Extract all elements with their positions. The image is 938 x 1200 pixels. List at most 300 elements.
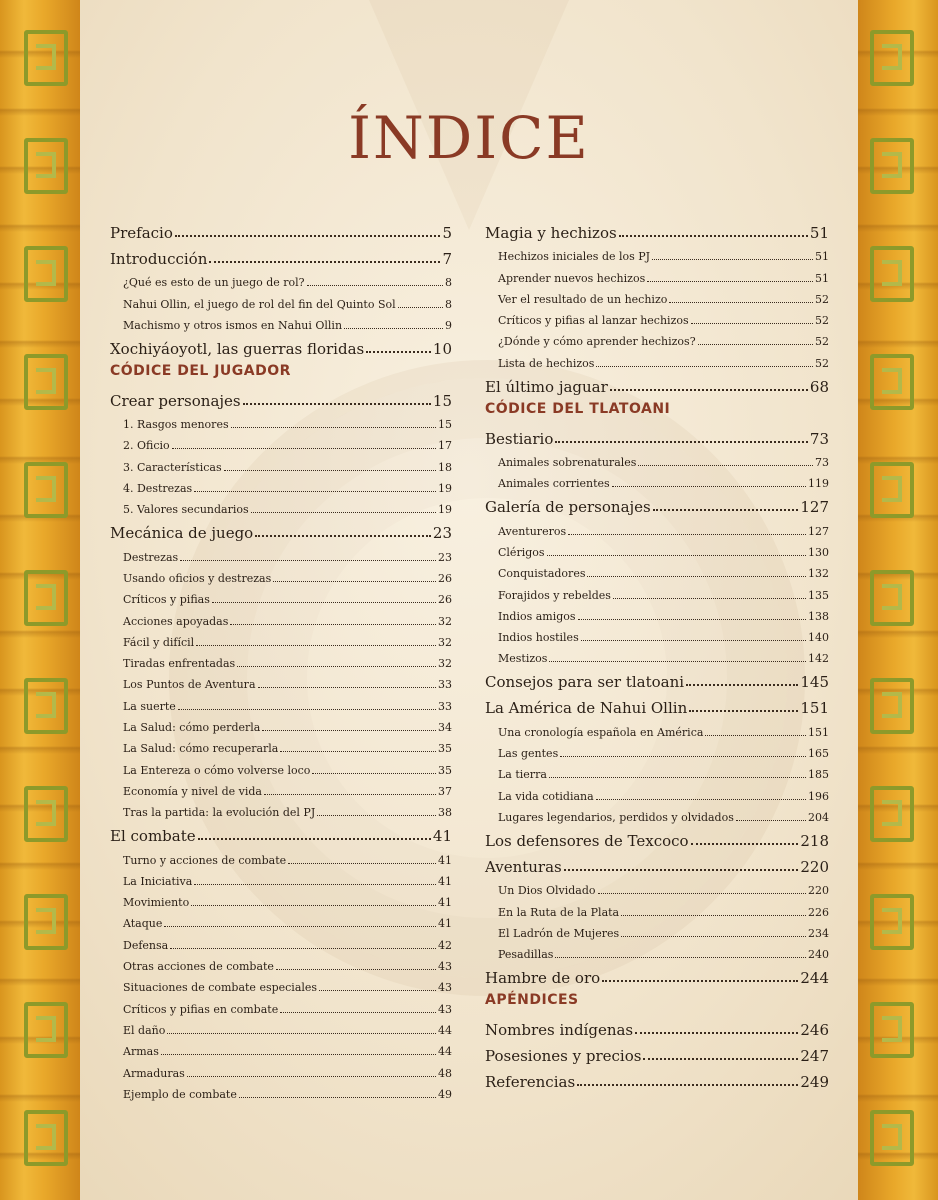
toc-page-number: 33 — [438, 699, 452, 713]
dot-leader — [194, 491, 436, 492]
toc-entry-title: Mecánica de juego — [110, 524, 254, 543]
toc-page-number: 138 — [808, 609, 829, 623]
dot-leader — [613, 598, 806, 599]
dot-leader — [230, 624, 436, 625]
toc-entry-title: Indios hostiles — [498, 631, 579, 645]
dot-leader — [344, 328, 443, 329]
toc-subentry[interactable] — [110, 1037, 452, 1058]
toc-subentry[interactable] — [110, 734, 452, 755]
toc-entry-title: 5. Valores secundarios — [123, 503, 249, 517]
dot-leader — [549, 661, 806, 662]
fret-ornament — [24, 894, 68, 950]
toc-subentry[interactable] — [485, 285, 829, 306]
fret-ornament — [24, 30, 68, 86]
toc-entry-title: Nombres indígenas — [485, 1021, 634, 1040]
toc-entry-title: Otras acciones de combate — [123, 960, 274, 974]
toc-subentry[interactable] — [485, 348, 829, 369]
dot-leader — [224, 470, 436, 471]
toc-page-number: 15 — [432, 391, 452, 410]
toc-page-number: 68 — [809, 377, 829, 396]
toc-entry-title: 4. Destrezas — [123, 482, 193, 496]
toc-chapter-entry[interactable] — [485, 370, 829, 396]
toc-entry-title: Xochiyáoyotl, las guerras floridas — [110, 339, 365, 358]
toc-subentry[interactable] — [110, 845, 452, 866]
dot-leader — [653, 509, 799, 511]
dot-leader — [578, 619, 806, 620]
toc-page-number: 48 — [438, 1066, 452, 1080]
toc-entry-title: El daño — [123, 1023, 166, 1037]
toc-entry-title: Ejemplo de combate — [123, 1087, 237, 1101]
toc-entry-title: Conquistadores — [498, 567, 586, 581]
toc-entry-title: Armaduras — [123, 1066, 185, 1080]
fret-ornament — [24, 462, 68, 518]
toc-chapter-entry[interactable] — [485, 490, 829, 516]
dot-leader — [187, 1076, 436, 1077]
toc-chapter-entry[interactable] — [485, 216, 829, 242]
dot-leader — [691, 323, 813, 324]
toc-subentry[interactable] — [110, 1080, 452, 1101]
fret-ornament — [870, 1002, 914, 1058]
toc-page-number: 32 — [438, 635, 452, 649]
toc-page-number: 151 — [800, 699, 829, 718]
toc-page-number: 165 — [808, 747, 829, 761]
toc-entry-title: Usando oficios y destrezas — [123, 571, 272, 585]
toc-entry-title: Galería de personajes — [485, 498, 651, 517]
toc-chapter-entry[interactable] — [110, 332, 452, 358]
toc-chapter-entry[interactable] — [485, 665, 829, 691]
right-decorative-border — [858, 0, 938, 1200]
dot-leader — [366, 351, 431, 353]
toc-subentry[interactable] — [110, 564, 452, 585]
toc-subentry[interactable] — [110, 1016, 452, 1037]
dot-leader — [577, 1084, 798, 1086]
toc-chapter-entry[interactable] — [485, 1039, 829, 1065]
toc-entry-title: Turno y acciones de combate — [123, 853, 287, 867]
toc-entry-title: Hechizos iniciales de los PJ — [498, 250, 651, 264]
toc-subentry[interactable] — [485, 559, 829, 580]
dot-leader — [698, 344, 813, 345]
toc-chapter-entry[interactable] — [485, 824, 829, 850]
toc-entry-title: Un Dios Olvidado — [498, 884, 596, 898]
dot-leader — [686, 684, 798, 686]
toc-subentry[interactable] — [110, 1058, 452, 1079]
toc-entry-title: La Entereza o cómo volverse loco — [123, 763, 311, 777]
fret-ornament — [870, 30, 914, 86]
toc-subentry[interactable] — [485, 448, 829, 469]
dot-leader — [167, 1033, 436, 1034]
fret-ornament — [24, 1110, 68, 1166]
page-title: ÍNDICE — [348, 104, 590, 172]
toc-entry-title: Pesadillas — [498, 948, 554, 962]
toc-page-number: 130 — [808, 545, 829, 559]
toc-page-number: 119 — [808, 477, 829, 491]
dot-leader — [276, 969, 436, 970]
toc-subentry[interactable] — [110, 542, 452, 563]
toc-entry-title: Referencias — [485, 1073, 576, 1092]
toc-entry-title: Tras la partida: la evolución del PJ — [123, 806, 316, 820]
toc-subentry[interactable] — [110, 431, 452, 452]
toc-entry-title: Críticos y pifias en combate — [123, 1002, 279, 1016]
toc-subentry[interactable] — [485, 717, 829, 738]
section-heading: CÓDICE DEL JUGADOR — [110, 362, 291, 379]
toc-page-number: 35 — [438, 742, 452, 756]
toc-page-number: 127 — [800, 498, 829, 517]
dot-leader — [581, 640, 806, 641]
toc-page-number: 19 — [438, 503, 452, 517]
dot-leader — [262, 730, 436, 731]
dot-leader — [178, 709, 436, 710]
fret-ornament — [24, 678, 68, 734]
toc-page-number: 42 — [438, 938, 452, 952]
toc-page-number: 44 — [438, 1045, 452, 1059]
toc-subentry[interactable] — [485, 644, 829, 665]
toc-page-number: 23 — [438, 550, 452, 564]
toc-page-number: 73 — [809, 429, 829, 448]
toc-page-number: 51 — [815, 271, 829, 285]
toc-subentry[interactable] — [485, 263, 829, 284]
dot-leader — [307, 285, 443, 286]
toc-subentry[interactable] — [485, 327, 829, 348]
toc-subentry[interactable] — [110, 606, 452, 627]
toc-entry-title: En la Ruta de la Plata — [498, 905, 620, 919]
toc-subentry[interactable] — [110, 909, 452, 930]
toc-subentry[interactable] — [485, 623, 829, 644]
toc-subentry[interactable] — [485, 469, 829, 490]
toc-page-number: 15 — [438, 418, 452, 432]
left-decorative-border — [0, 0, 80, 1200]
toc-subentry[interactable] — [485, 760, 829, 781]
toc-subentry[interactable] — [485, 876, 829, 897]
toc-subentry[interactable] — [485, 516, 829, 537]
toc-entry-title: Acciones apoyadas — [123, 614, 229, 628]
toc-page-number: 17 — [438, 439, 452, 453]
toc-entry-title: Posesiones y precios — [485, 1047, 642, 1066]
toc-page-number: 185 — [808, 768, 829, 782]
toc-entry-title: La Salud: cómo recuperarla — [123, 742, 279, 756]
toc-entry-title: La Salud: cómo perderla — [123, 721, 261, 735]
toc-page-number: 32 — [438, 657, 452, 671]
toc-subentry[interactable] — [485, 897, 829, 918]
dot-leader — [280, 1012, 436, 1013]
toc-entry-title: Críticos y pifias al lanzar hechizos — [498, 314, 689, 328]
toc-subentry[interactable] — [110, 474, 452, 495]
toc-subentry[interactable] — [110, 994, 452, 1015]
toc-entry-title: La tierra — [498, 768, 547, 782]
fret-ornament — [870, 678, 914, 734]
toc-subentry[interactable] — [110, 311, 452, 332]
toc-entry-title: Tiradas enfrentadas — [123, 657, 236, 671]
toc-page-number: 220 — [808, 884, 829, 898]
toc-chapter-entry[interactable] — [485, 422, 829, 448]
dot-leader — [610, 389, 808, 391]
dot-leader — [264, 794, 436, 795]
toc-page-number: 51 — [815, 250, 829, 264]
toc-entry-title: Aventuras — [485, 857, 562, 876]
toc-page-number: 52 — [815, 335, 829, 349]
dot-leader — [319, 990, 436, 991]
dot-leader — [317, 815, 436, 816]
toc-chapter-entry[interactable] — [110, 819, 452, 845]
toc-entry-title: Las gentes — [498, 747, 559, 761]
toc-page-number: 142 — [808, 652, 829, 666]
toc-page-number: 234 — [808, 926, 829, 940]
toc-entry-title: 2. Oficio — [123, 439, 170, 453]
dot-leader — [691, 843, 799, 845]
fret-ornament — [870, 570, 914, 626]
section-heading: CÓDICE DEL TLATOANI — [485, 400, 671, 417]
toc-subentry[interactable] — [110, 713, 452, 734]
toc-subentry[interactable] — [485, 803, 829, 824]
toc-entry-title: Destrezas — [123, 550, 179, 564]
toc-page-number: 49 — [438, 1087, 452, 1101]
dot-leader — [568, 534, 806, 535]
toc-subentry[interactable] — [110, 649, 452, 670]
dot-leader — [273, 581, 436, 582]
dot-leader — [549, 777, 806, 778]
toc-page-number: 132 — [808, 567, 829, 581]
dot-leader — [191, 905, 436, 906]
toc-page-number: 43 — [438, 1002, 452, 1016]
dot-leader — [587, 576, 806, 577]
dot-leader — [258, 687, 437, 688]
toc-subentry[interactable] — [110, 973, 452, 994]
dot-leader — [647, 281, 813, 282]
toc-page-number: 23 — [432, 524, 452, 543]
toc-page-number: 73 — [815, 456, 829, 470]
dot-leader — [736, 820, 806, 821]
toc-page-number: 43 — [438, 981, 452, 995]
toc-chapter-entry[interactable] — [485, 691, 829, 717]
toc-page-number: 19 — [438, 482, 452, 496]
fret-ornament — [870, 246, 914, 302]
dot-leader — [239, 1097, 436, 1098]
toc-entry-title: La suerte — [123, 699, 176, 713]
dot-leader — [198, 838, 431, 840]
toc-subentry[interactable] — [485, 538, 829, 559]
toc-chapter-entry[interactable] — [485, 850, 829, 876]
toc-left-column — [110, 216, 452, 1101]
dot-leader — [705, 735, 806, 736]
toc-subentry[interactable] — [110, 777, 452, 798]
toc-page-number: 8 — [445, 276, 452, 290]
dot-leader — [172, 448, 436, 449]
toc-subentry[interactable] — [110, 628, 452, 649]
toc-page-number: 220 — [800, 857, 829, 876]
toc-entry-title: 3. Características — [123, 460, 222, 474]
dot-leader — [689, 710, 798, 712]
toc-entry-title: Crear personajes — [110, 391, 241, 410]
toc-subentry[interactable] — [485, 602, 829, 623]
toc-page-number: 51 — [809, 224, 829, 242]
toc-subentry[interactable] — [110, 888, 452, 909]
toc-chapter-entry[interactable] — [485, 961, 829, 987]
toc-subentry[interactable] — [110, 410, 452, 431]
toc-entry-title: Lista de hechizos — [498, 356, 595, 370]
toc-page-number: 41 — [438, 853, 452, 867]
toc-entry-title: Forajidos y rebeldes — [498, 588, 611, 602]
fret-ornament — [870, 1110, 914, 1166]
toc-page-number: 247 — [800, 1047, 829, 1066]
toc-page-number: 8 — [445, 297, 452, 311]
toc-page-number: 246 — [800, 1021, 829, 1040]
toc-entry-title: La vida cotidiana — [498, 789, 594, 803]
toc-entry-title: Indios amigos — [498, 609, 576, 623]
toc-entry-title: Críticos y pifias — [123, 593, 210, 607]
dot-leader — [312, 773, 436, 774]
dot-leader — [621, 936, 806, 937]
toc-entry-title: Magia y hechizos — [485, 224, 617, 242]
toc-subentry[interactable] — [485, 739, 829, 760]
toc-entry-title: Aventureros — [498, 524, 567, 538]
toc-page-number: 127 — [808, 524, 829, 538]
dot-leader — [251, 512, 436, 513]
toc-entry-title: Lugares legendarios, perdidos y olvidados — [498, 810, 734, 824]
toc-page-number: 41 — [438, 896, 452, 910]
toc-chapter-entry[interactable] — [485, 1013, 829, 1039]
toc-entry-title: Economía y nivel de vida — [123, 784, 262, 798]
toc-page-number: 41 — [438, 874, 452, 888]
toc-page-number: 26 — [438, 593, 452, 607]
toc-subentry[interactable] — [110, 691, 452, 712]
toc-page-number: 5 — [442, 224, 452, 242]
toc-entry-title: Fácil y difícil — [123, 635, 195, 649]
toc-chapter-entry[interactable] — [485, 1065, 829, 1091]
toc-page-number: 41 — [432, 827, 452, 846]
toc-chapter-entry[interactable] — [110, 242, 452, 268]
toc-subentry[interactable] — [110, 798, 452, 819]
toc-page-number: 226 — [808, 905, 829, 919]
toc-page-number: 10 — [432, 339, 452, 358]
toc-subentry[interactable] — [485, 940, 829, 961]
toc-page-number: 26 — [438, 571, 452, 585]
toc-subentry[interactable] — [110, 867, 452, 888]
toc-entry-title: Clérigos — [498, 545, 545, 559]
toc-subentry[interactable] — [110, 268, 452, 289]
toc-subentry[interactable] — [110, 289, 452, 310]
dot-leader — [255, 535, 431, 537]
dot-leader — [596, 799, 806, 800]
dot-leader — [196, 645, 436, 646]
dot-leader — [243, 403, 431, 405]
fret-ornament — [24, 786, 68, 842]
toc-subentry[interactable] — [485, 919, 829, 940]
toc-page-number: 35 — [438, 763, 452, 777]
dot-leader — [598, 893, 807, 894]
toc-entry-title: El último jaguar — [485, 377, 608, 396]
toc-subentry[interactable] — [485, 781, 829, 802]
toc-page-number: 9 — [445, 318, 452, 332]
toc-page-number: 151 — [808, 725, 829, 739]
dot-leader — [612, 486, 806, 487]
toc-chapter-entry[interactable] — [110, 516, 452, 542]
dot-leader — [237, 666, 436, 667]
toc-page-number: 140 — [808, 631, 829, 645]
toc-subentry[interactable] — [110, 755, 452, 776]
toc-entry-title: Introducción — [110, 250, 208, 268]
fret-ornament — [870, 354, 914, 410]
toc-page-number: 52 — [815, 292, 829, 306]
toc-entry-title: El combate — [110, 827, 196, 846]
dot-leader — [231, 427, 436, 428]
toc-entry-title: Defensa — [123, 938, 169, 952]
toc-subentry[interactable] — [110, 670, 452, 691]
toc-entry-title: Aprender nuevos hechizos — [498, 271, 646, 285]
toc-entry-title: Una cronología española en América — [498, 725, 704, 739]
dot-leader — [621, 915, 806, 916]
dot-leader — [652, 259, 813, 260]
toc-page-number: 33 — [438, 678, 452, 692]
toc-page-number: 32 — [438, 614, 452, 628]
toc-page-number: 44 — [438, 1023, 452, 1037]
toc-subentry[interactable] — [485, 242, 829, 263]
dot-leader — [180, 560, 436, 561]
dot-leader — [547, 555, 806, 556]
dot-leader — [288, 863, 436, 864]
toc-entry-title: Ver el resultado de un hechizo — [498, 292, 668, 306]
toc-right-column — [485, 216, 829, 1091]
dot-leader — [638, 465, 813, 466]
toc-chapter-entry[interactable] — [110, 384, 452, 410]
toc-subentry[interactable] — [485, 580, 829, 601]
toc-entry-title: El Ladrón de Mujeres — [498, 926, 620, 940]
toc-subentry[interactable] — [110, 452, 452, 473]
dot-leader — [398, 307, 443, 308]
fret-ornament — [870, 786, 914, 842]
toc-page-number: 38 — [438, 806, 452, 820]
toc-subentry[interactable] — [110, 585, 452, 606]
section-heading: APÉNDICES — [485, 992, 579, 1009]
toc-entry-title: Machismo y otros ismos en Nahui Ollin — [123, 318, 343, 332]
toc-entry-title: La Iniciativa — [123, 874, 193, 888]
dot-leader — [555, 441, 808, 443]
dot-leader — [564, 869, 799, 871]
dot-leader — [596, 366, 813, 367]
toc-subentry[interactable] — [110, 952, 452, 973]
toc-entry-title: 1. Rasgos menores — [123, 418, 229, 432]
toc-page-number: 249 — [800, 1073, 829, 1092]
toc-entry-title: ¿Qué es esto de un juego de rol? — [123, 276, 305, 290]
toc-page-number: 41 — [438, 917, 452, 931]
dot-leader — [164, 926, 436, 927]
dot-leader — [280, 751, 436, 752]
toc-entry-title: Prefacio — [110, 224, 173, 242]
fret-ornament — [870, 462, 914, 518]
toc-page-number: 18 — [438, 460, 452, 474]
toc-subentry[interactable] — [485, 306, 829, 327]
toc-entry-title: Los Puntos de Aventura — [123, 678, 256, 692]
dot-leader — [619, 235, 808, 237]
toc-entry-title: Los defensores de Texcoco — [485, 831, 689, 850]
dot-leader — [560, 756, 806, 757]
toc-page-number: 145 — [800, 673, 829, 692]
toc-chapter-entry[interactable] — [110, 216, 452, 242]
toc-entry-title: Animales corrientes — [498, 477, 610, 491]
toc-entry-title: La América de Nahui Ollin — [485, 699, 688, 718]
toc-entry-title: Nahui Ollin, el juego de rol del fin del Quinto Sol — [123, 297, 396, 311]
dot-leader — [175, 235, 441, 237]
toc-subentry[interactable] — [110, 495, 452, 516]
fret-ornament — [24, 1002, 68, 1058]
toc-entry-title: Ataque — [123, 917, 163, 931]
toc-entry-title: ¿Dónde y cómo aprender hechizos? — [498, 335, 696, 349]
toc-page-number: 244 — [800, 969, 829, 988]
toc-subentry[interactable] — [110, 930, 452, 951]
fret-ornament — [24, 246, 68, 302]
fret-ornament — [870, 894, 914, 950]
toc-entry-title: Situaciones de combate especiales — [123, 981, 318, 995]
dot-leader — [602, 980, 798, 982]
dot-leader — [209, 261, 440, 263]
